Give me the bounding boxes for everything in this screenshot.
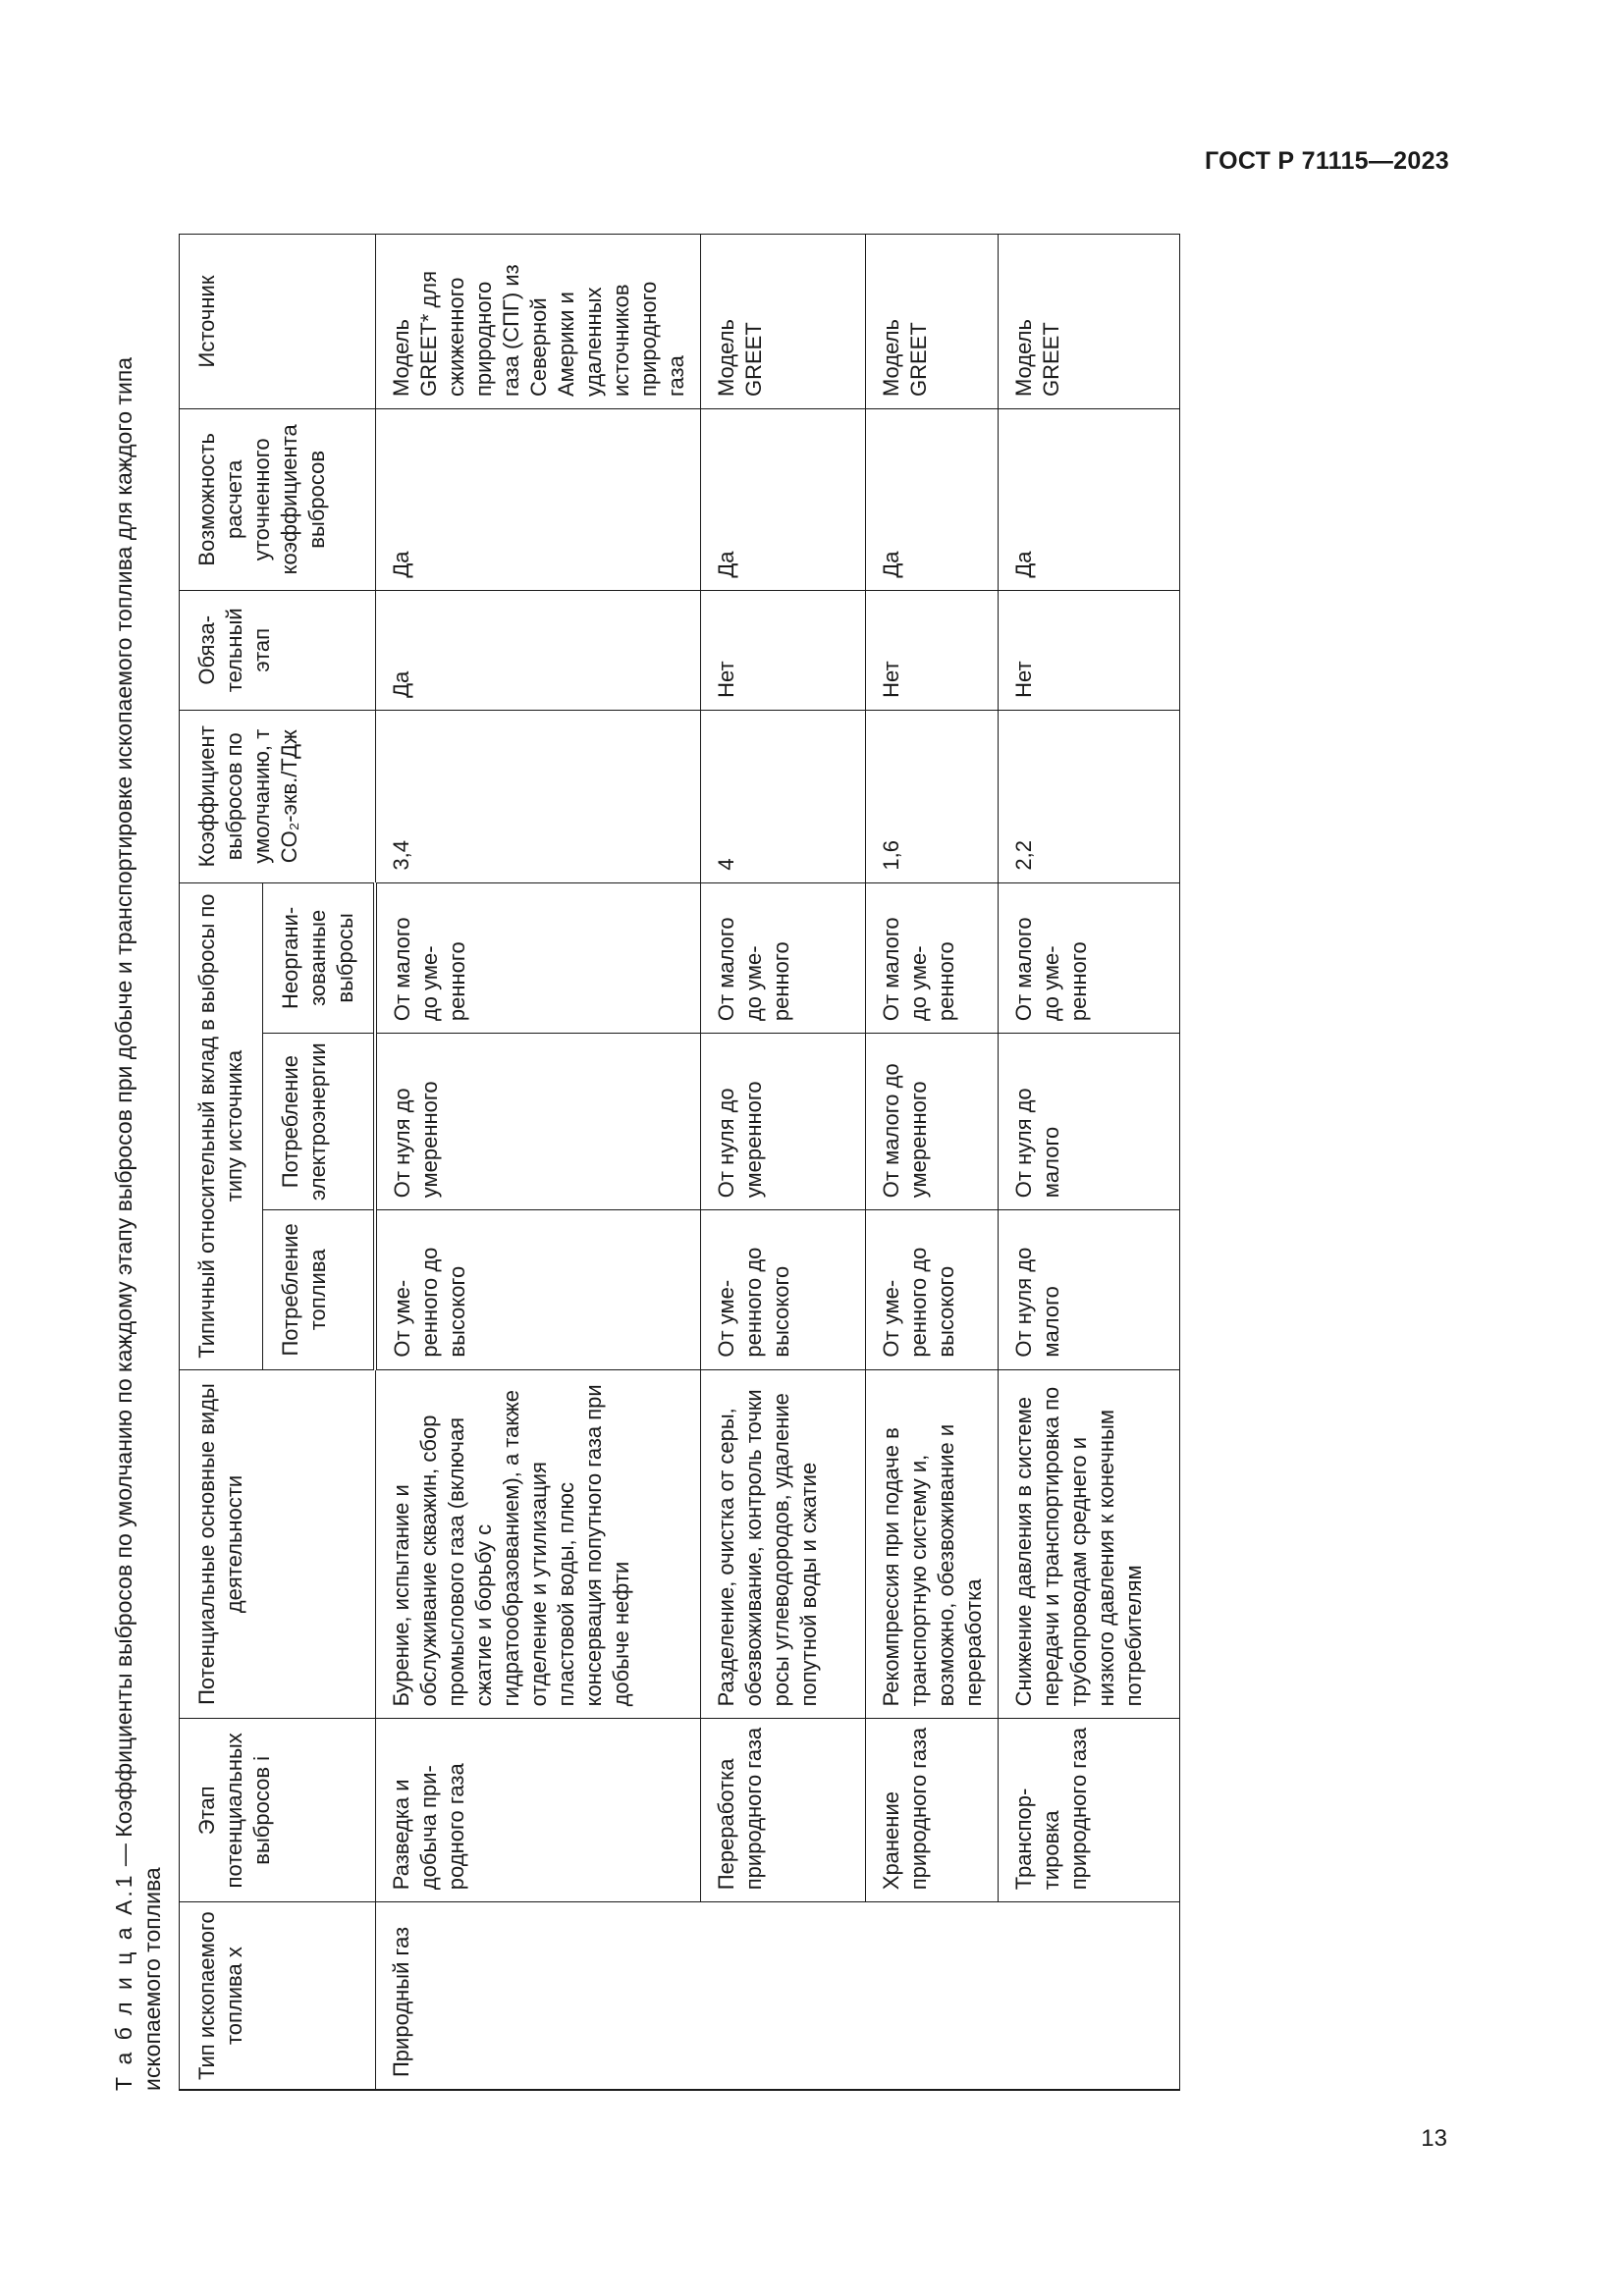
cell-mandatory: Нет — [700, 590, 865, 710]
cell-fuel-name-continued — [865, 1902, 998, 2090]
cell-coefficient: 2,2 — [998, 710, 1179, 882]
table-row — [375, 235, 700, 2091]
cell-fugitive: От малого до умеренного — [375, 882, 700, 1033]
cell-fugitive: От малого до умеренного — [700, 882, 865, 1033]
cell-refinement: Да — [865, 409, 998, 591]
cell-fuel-name: Природный газ — [375, 1902, 700, 2090]
header-fugitive: Неорганизованные выбросы — [263, 882, 376, 1033]
cell-source: Модель GREET — [998, 235, 1179, 409]
header-fuel-consumption: Потребление топлива — [263, 1210, 376, 1369]
header-electricity: Потребление электроэнергии — [263, 1034, 376, 1210]
cell-fuel-consumption: От умеренного до высокого — [700, 1210, 865, 1369]
table-caption-label: Т а б л и ц а А.1 — [111, 1872, 136, 2091]
cell-source: Модель GREET — [865, 235, 998, 409]
table-row — [865, 235, 998, 2091]
table-row — [700, 235, 865, 2091]
cell-electricity: От нуля до умеренного — [700, 1034, 865, 1210]
cell-stage: Разведка и добыча природного газа — [375, 1719, 700, 1902]
cell-refinement: Да — [375, 409, 700, 591]
cell-electricity: От нуля до умеренного — [375, 1034, 700, 1210]
header-mandatory: Обязательный этап — [180, 590, 376, 710]
cell-coefficient: 4 — [700, 710, 865, 882]
cell-fugitive: От малого до умеренного — [998, 882, 1179, 1033]
cell-stage: Хранение природного газа — [865, 1719, 998, 1902]
header-source: Источник — [180, 235, 376, 409]
cell-electricity: От нуля до малого — [998, 1034, 1179, 1210]
cell-fuel-name-continued — [998, 1902, 1179, 2090]
cell-fugitive: От малого до умеренного — [865, 882, 998, 1033]
header-activities: Потенциальные основные виды деятельности — [180, 1369, 376, 1719]
emission-factors-table — [179, 234, 1180, 2091]
document-standard-number: ГОСТ Р 71115—2023 — [1204, 147, 1449, 175]
rotated-table-block — [110, 226, 1180, 2091]
cell-activities: Снижение давления в системе передачи и транспортировка по трубопроводам среднего и низкого давления к конечным потребителям — [998, 1369, 1179, 1719]
cell-activities: Рекомпрессия при подаче в транспортную систему и, возможно, обезвоживание и переработка — [865, 1369, 998, 1719]
cell-activities: Разделение, очистка от серы, обезвоживание, контроль точки росы углеводородов, удаление попутной воды и сжатие — [700, 1369, 865, 1719]
header-refinement: Возможность расчета уточненного коэффициента выбросов — [180, 409, 376, 591]
cell-fuel-name-continued — [700, 1902, 865, 2090]
cell-fuel-consumption: От нуля до малого — [998, 1210, 1179, 1369]
header-fuel-type: Тип ископаемого топлива x — [180, 1902, 376, 2090]
header-stage: Этап потенциальных выбросов i — [180, 1719, 376, 1902]
cell-coefficient: 1,6 — [865, 710, 998, 882]
cell-stage: Переработка природного газа — [700, 1719, 865, 1902]
cell-stage: Транспортировка природного газа — [998, 1719, 1179, 1902]
cell-fuel-consumption: От умеренного до высокого — [865, 1210, 998, 1369]
cell-refinement: Да — [700, 409, 865, 591]
cell-source: Модель GREET — [700, 235, 865, 409]
cell-electricity: От малого до умеренного — [865, 1034, 998, 1210]
table-row — [998, 235, 1179, 2091]
cell-source: Модель GREET* для сжиженного природного газа (СПГ) из Северной Америки и удаленных источников природного газа — [375, 235, 700, 409]
cell-mandatory: Нет — [998, 590, 1179, 710]
table-caption-text: — Коэффициенты выбросов по умолчанию по каждому этапу выбросов при добыче и транспортировке ископаемого топлива для каждого типа ископаемого топлива — [111, 356, 165, 2091]
cell-refinement: Да — [998, 409, 1179, 591]
header-coefficient: Коэффициент выбросов по умолчанию, т CO₂-экв./ТДж — [180, 710, 376, 882]
cell-mandatory: Нет — [865, 590, 998, 710]
cell-activities: Бурение, испытание и обслуживание скважин, сбор промыслового газа (включая сжатие и борьбу с гидратообразованием), а также отделение и утилизация пластовой воды, плюс консервация попутного газа при добыче нефти — [375, 1369, 700, 1719]
cell-fuel-consumption: От умеренного до высокого — [375, 1210, 700, 1369]
page-number: 13 — [1421, 2125, 1447, 2152]
header-contribution-group: Типичный относительный вклад в выбросы по типу источника — [180, 882, 263, 1369]
table-caption — [110, 236, 167, 2091]
cell-mandatory: Да — [375, 590, 700, 710]
cell-coefficient: 3,4 — [375, 710, 700, 882]
